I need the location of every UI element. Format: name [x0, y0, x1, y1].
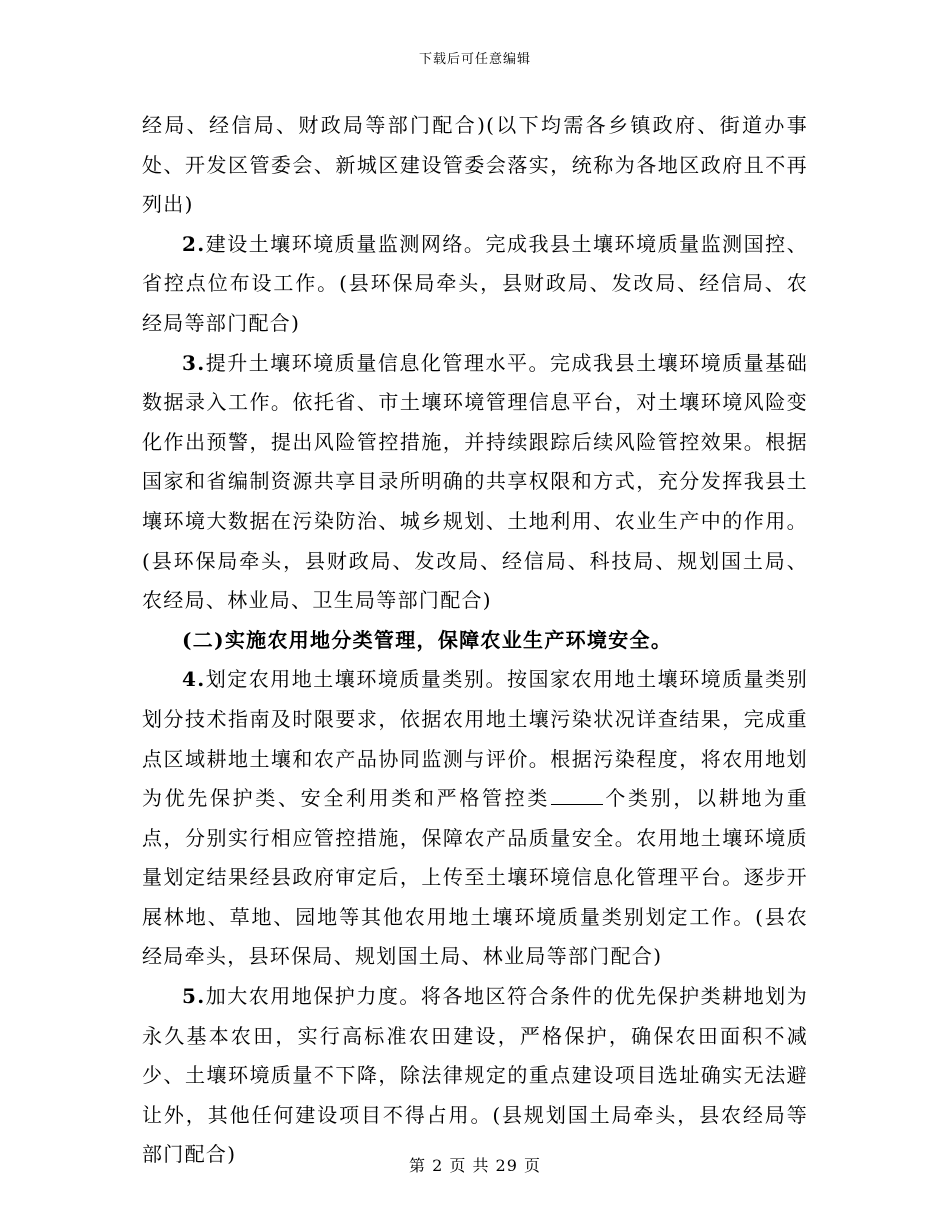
item-number: 5.	[182, 984, 206, 1009]
item-number: 2.	[182, 231, 206, 256]
paragraph-text: 加大农用地保护力度。将各地区符合条件的优先保护类耕地划为永久基本农田，实行高标准农田建设，严格保护，确保农田面积不减少、土壤环境质量不下降，除法律规定的重点建设项目选址确实无法避让外，其他任何建设项目不得占用。(县规划国土局牵头，县农经局等部门配合)	[142, 984, 808, 1167]
document-body	[142, 106, 808, 1175]
paragraph-text-after-blank: 个类别，以耕地为重点，分别实行相应管控措施，保障农产品质量安全。农用地土壤环境质量划定结果经县政府审定后，上传至土壤环境信息化管理平台。逐步开展林地、草地、园地等其他农用地土壤环境质量类别划定工作。(县农经局牵头，县环保局、规划国土局、林业局等部门配合)	[142, 786, 808, 969]
fill-in-blank	[551, 782, 603, 805]
paragraph-item-3	[142, 344, 808, 621]
paragraph-item-4	[142, 660, 808, 977]
paragraph-text: 建设土壤环境质量监测网络。完成我县土壤环境质量监测国控、省控点位布设工作。(县环保局牵头，县财政局、发改局、经信局、农经局等部门配合)	[142, 231, 808, 335]
item-number: 4.	[182, 667, 206, 692]
item-number: 3.	[182, 350, 206, 375]
page-header: 下载后可任意编辑	[418, 52, 531, 67]
section-heading	[142, 621, 808, 661]
section-heading-text: (二)实施农用地分类管理，保障农业生产环境安全。	[182, 627, 673, 652]
page-footer: 第 2 页 共 29 页	[409, 1156, 541, 1175]
paragraph-item-2	[142, 225, 808, 344]
paragraph-text: 提升土壤环境质量信息化管理水平。完成我县土壤环境质量基础数据录入工作。依托省、市土壤环境管理信息平台，对土壤环境风险变化作出预警，提出风险管控措施，并持续跟踪后续风险管控效果。根据国家和省编制资源共享目录所明确的共享权限和方式，充分发挥我县土壤环境大数据在污染防治、城乡规划、土地利用、农业生产中的作用。(县环保局牵头，县财政局、发改局、经信局、科技局、规划国土局、农经局、林业局、卫生局等部门配合)	[142, 350, 808, 613]
paragraph-text-before-blank: 划定农用地土壤环境质量类别。按国家农用地土壤环境质量类别划分技术指南及时限要求，依据农用地土壤污染状况详查结果，完成重点区域耕地土壤和农产品协同监测与评价。根据污染程度，将农用地划为优先保护类、安全利用类和严格管控类	[142, 667, 808, 811]
paragraph-continuation	[142, 106, 808, 225]
paragraph-text: 经局、经信局、财政局等部门配合)(以下均需各乡镇政府、街道办事处、开发区管委会、新城区建设管委会落实，统称为各地区政府且不再列出)	[142, 113, 808, 217]
paragraph-item-5	[142, 977, 808, 1175]
